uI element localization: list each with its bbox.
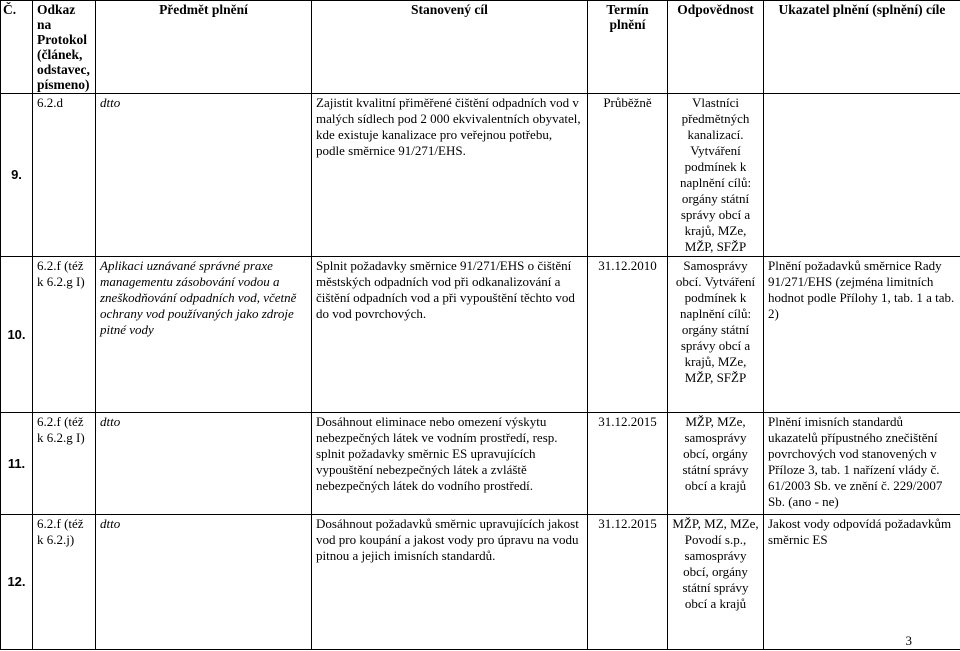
table-row bbox=[1, 94, 960, 257]
row-number: 11. bbox=[1, 413, 33, 515]
header-subject: Předmět plnění bbox=[96, 1, 312, 94]
row-indicator bbox=[764, 94, 960, 257]
table-row bbox=[1, 257, 960, 413]
page-number: 3 bbox=[905, 633, 912, 648]
row-subject: dtto bbox=[96, 94, 312, 257]
row-target: Zajistit kvalitní přiměřené čištění odpadních vod v malých sídlech pod 2 000 ekvivalentních obyvatel, kde existuje kanalizace pro veřejnou potřebu, podle směrnice 91/271/EHS. bbox=[312, 94, 588, 257]
row-indicator: Jakost vody odpovídá požadavkům směrnic ES bbox=[764, 515, 960, 650]
header-target: Stanovený cíl bbox=[312, 1, 588, 94]
header-number: Č. bbox=[1, 1, 33, 94]
header-indicator: Ukazatel plnění (splnění) cíle bbox=[764, 1, 960, 94]
row-deadline: Průběžně bbox=[588, 94, 668, 257]
row-number: 12. bbox=[1, 515, 33, 650]
row-reference: 6.2.f (též k 6.2.g I) bbox=[33, 413, 96, 515]
table-row bbox=[1, 413, 960, 515]
row-reference: 6.2.f (též k 6.2.j) bbox=[33, 515, 96, 650]
header-responsibility: Odpovědnost bbox=[668, 1, 764, 94]
row-indicator: Plnění požadavků směrnice Rady 91/271/EHS (zejména limitních hodnot podle Přílohy 1, tab. 1 a tab. 2) bbox=[764, 257, 960, 413]
row-number: 10. bbox=[1, 257, 33, 413]
row-subject: dtto bbox=[96, 413, 312, 515]
table-header-row bbox=[1, 1, 960, 94]
header-deadline: Termín plnění bbox=[588, 1, 668, 94]
row-target: Dosáhnout požadavků směrnic upravujících jakost vod pro koupání a jakost vody pro úpravu na vodu pitnou a jejich imisních standardů. bbox=[312, 515, 588, 650]
row-responsibility: Samosprávy obcí. Vytváření podmínek k naplnění cílů: orgány státní správy obcí a krajů, MZe, MŽP, SFŽP bbox=[668, 257, 764, 413]
row-indicator: Plnění imisních standardů ukazatelů přípustného znečištění povrchových vod stanovených v Příloze 3, tab. 1 nařízení vlády č. 61/2003 Sb. ve znění č. 229/2007 Sb. (ano - ne) bbox=[764, 413, 960, 515]
table-row bbox=[1, 515, 960, 650]
row-deadline: 31.12.2010 bbox=[588, 257, 668, 413]
row-target: Dosáhnout eliminace nebo omezení výskytu nebezpečných látek ve vodním prostředí, resp. splnit požadavky směrnic ES upravujících vypouštění nebezpečných látek a zvláště nebezpečných látek do vodního prostředí. bbox=[312, 413, 588, 515]
row-reference: 6.2.d bbox=[33, 94, 96, 257]
row-reference: 6.2.f (též k 6.2.g I) bbox=[33, 257, 96, 413]
row-deadline: 31.12.2015 bbox=[588, 515, 668, 650]
row-responsibility: MŽP, MZe, samosprávy obcí, orgány státní správy obcí a krajů bbox=[668, 413, 764, 515]
row-subject: dtto bbox=[96, 515, 312, 650]
row-responsibility: Vlastníci předmětných kanalizací. Vytváření podmínek k naplnění cílů: orgány státní správy obcí a krajů, MZe, MŽP, SFŽP bbox=[668, 94, 764, 257]
row-responsibility: MŽP, MZ, MZe, Povodí s.p., samosprávy obcí, orgány státní správy obcí a krajů bbox=[668, 515, 764, 650]
row-number: 9. bbox=[1, 94, 33, 257]
header-protocol-reference: Odkaz na Protokol (článek, odstavec, písmeno) bbox=[33, 1, 96, 94]
row-target: Splnit požadavky směrnice 91/271/EHS o čištění městských odpadních vod při odkanalizování a čištění odpadních vod a při vypouštění těchto vod do vod povrchových. bbox=[312, 257, 588, 413]
row-deadline: 31.12.2015 bbox=[588, 413, 668, 515]
row-subject: Aplikaci uznávané správné praxe managementu zásobování vodou a zneškodňování odpadních vod, včetně ochrany vod používaných jako zdroje pitné vody bbox=[96, 257, 312, 413]
